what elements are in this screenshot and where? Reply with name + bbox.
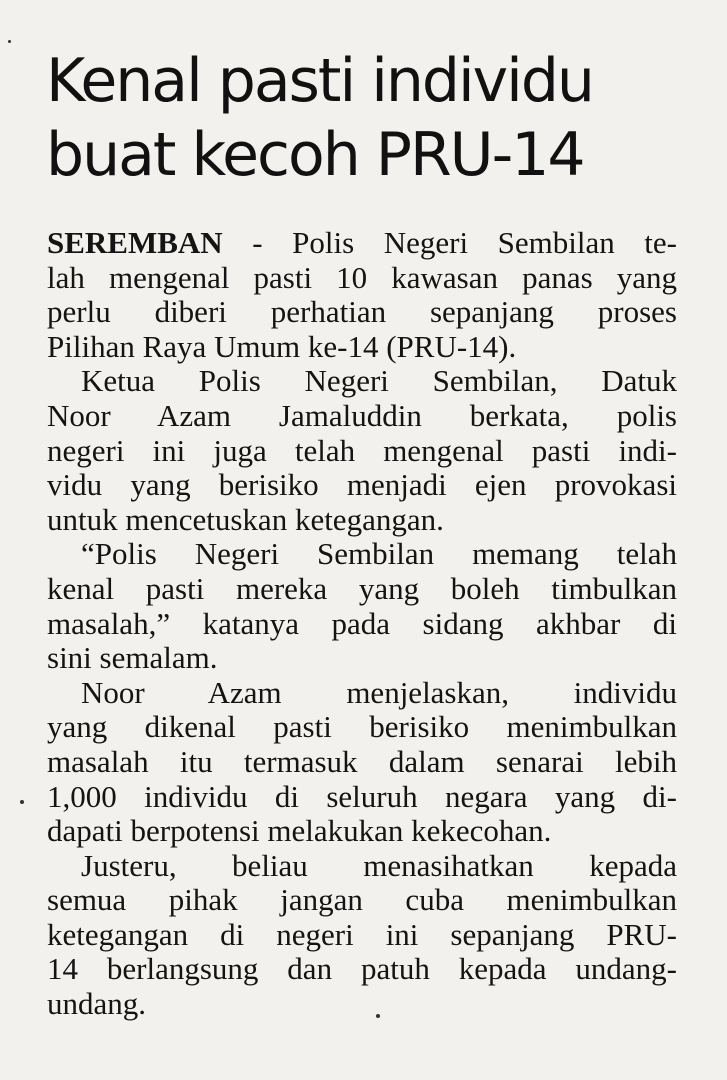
article-line: ketegangan di negeri ini sepanjang PRU-: [47, 916, 677, 952]
article-line: Pilihan Raya Umum ke-14 (PRU-14).: [47, 328, 517, 364]
article-line: Justeru, beliau menasihatkan kepada: [81, 847, 677, 883]
article-line: perlu diberi perhatian sepanjang proses: [47, 294, 677, 330]
article-line: “Polis Negeri Sembilan memang telah: [81, 536, 677, 572]
headline-line-1: Kenal pasti individu: [46, 46, 593, 116]
article-line: dapati berpotensi melakukan kekecohan.: [47, 813, 552, 849]
article-line: semua pihak jangan cuba menimbulkan: [47, 882, 677, 918]
article-body: [47, 226, 677, 1022]
article-line: masalah itu termasuk dalam senarai lebih: [47, 743, 677, 779]
scan-speck: [20, 800, 24, 804]
article-line: masalah,” katanya pada sidang akhbar di: [47, 605, 677, 641]
article-line: lah mengenal pasti 10 kawasan panas yang: [47, 259, 677, 295]
article-line: sini semalam.: [47, 640, 218, 676]
article-line: untuk mencetuskan ketegangan.: [47, 501, 444, 537]
article-line: negeri ini juga telah mengenal pasti indi-: [47, 432, 677, 468]
article-line: 1,000 individu di seluruh negara yang di-: [47, 778, 677, 814]
article-line: [47, 226, 677, 261]
article-line: yang dikenal pasti berisiko menimbulkan: [47, 709, 677, 745]
scan-speck: [8, 40, 11, 43]
dateline: SEREMBAN: [47, 225, 223, 260]
article-line-text: - Polis Negeri Sembilan te-: [222, 225, 677, 260]
article-line: vidu yang berisiko menjadi ejen provokasi: [47, 467, 677, 503]
article-line: Noor Azam Jamaluddin berkata, polis: [47, 397, 677, 433]
article-line: undang.: [47, 986, 147, 1022]
headline: [46, 44, 706, 192]
article-line: Noor Azam menjelaskan, individu: [81, 674, 677, 710]
scan-speck: [376, 1014, 380, 1018]
headline-line-2: buat kecoh PRU-14: [46, 120, 584, 190]
article-line: 14 berlangsung dan patuh kepada undang-: [47, 951, 677, 987]
article-line: kenal pasti mereka yang boleh timbulkan: [47, 570, 677, 606]
article-line: Ketua Polis Negeri Sembilan, Datuk: [81, 363, 677, 399]
